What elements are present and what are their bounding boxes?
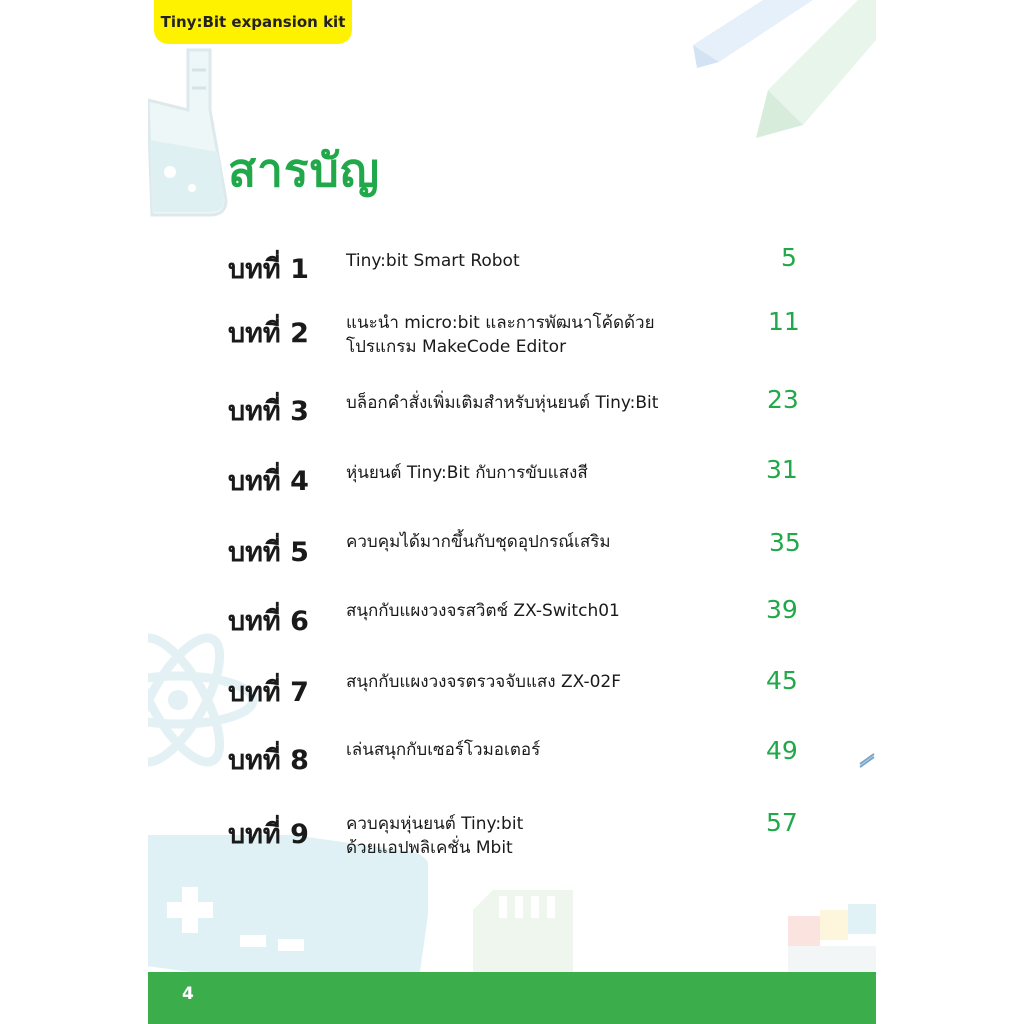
page-number-ref: 31 [766,455,798,484]
chapter-topic [346,461,706,485]
chapter-label: บทที่ 4 [228,466,309,497]
chapter-topic [346,391,706,415]
chapter-label: บทที่ 6 [228,606,309,637]
chapter-label: บทที่ 8 [228,745,309,776]
chapter-topic [346,670,706,694]
chapter-topic [346,599,706,623]
chapter-topic [346,738,706,762]
document-page [148,0,876,1024]
blocks-icon [788,900,876,980]
chapter-topic-line: ด้วยแอปพลิเคชั่น Mbit [346,838,513,858]
page-number-ref: 57 [766,808,798,837]
chapter-topic [346,530,706,554]
chapter-topic-line: Tiny:bit Smart Robot [346,251,520,271]
chapter-topic-line: โปรแกรม MakeCode Editor [346,337,567,357]
chapter-label: บทที่ 5 [228,537,309,568]
page-number: 4 [182,984,194,1004]
flask-icon [148,40,228,220]
page-number-ref: 23 [767,385,799,414]
kit-label-tab: Tiny:Bit expansion kit [154,0,352,44]
chapter-topic-line: ควบคุมหุ่นยนต์ Tiny:bit [346,814,524,834]
page-number-ref: 49 [766,736,798,765]
chapter-topic-line: สนุกกับแผงวงจรสวิตช์ ZX-Switch01 [346,601,620,621]
chapter-topic-line: บล็อกคำสั่งเพิ่มเติมสำหรับหุ่นยนต์ Tiny:Bit [346,393,659,413]
chapter-topic-line: แนะนำ micro:bit และการพัฒนาโค้ดด้วย [346,313,655,333]
page-number-ref: 11 [768,307,800,336]
chapter-topic-line: ควบคุมได้มากขึ้นกับชุดอุปกรณ์เสริม [346,532,611,552]
chapter-label: บทที่ 2 [228,318,309,349]
page-title: สารบัญ [228,143,381,197]
sd-card-icon [463,890,583,980]
chapter-label: บทที่ 7 [228,677,309,708]
footer-bar [148,972,876,1024]
chapter-label: บทที่ 3 [228,396,309,427]
page-number-ref: 39 [766,595,798,624]
page-number-ref: 35 [769,528,801,557]
chapter-topic-line: หุ่นยนต์ Tiny:Bit กับการขับแสงสี [346,463,588,483]
page-number-ref: 45 [766,666,798,695]
page-number-ref: 5 [781,243,797,272]
chapter-topic [346,311,706,359]
chapter-label: บทที่ 9 [228,819,309,850]
chapter-topic-line: เล่นสนุกกับเซอร์โวมอเตอร์ [346,740,541,760]
chapter-topic-line: สนุกกับแผงวงจรตรวจจับแสง ZX-02F [346,672,621,692]
pencil-icon [748,0,876,140]
decorative-line-icon [858,750,876,768]
chapter-topic [346,812,706,860]
chapter-topic [346,249,706,273]
chapter-label: บทที่ 1 [228,254,309,285]
